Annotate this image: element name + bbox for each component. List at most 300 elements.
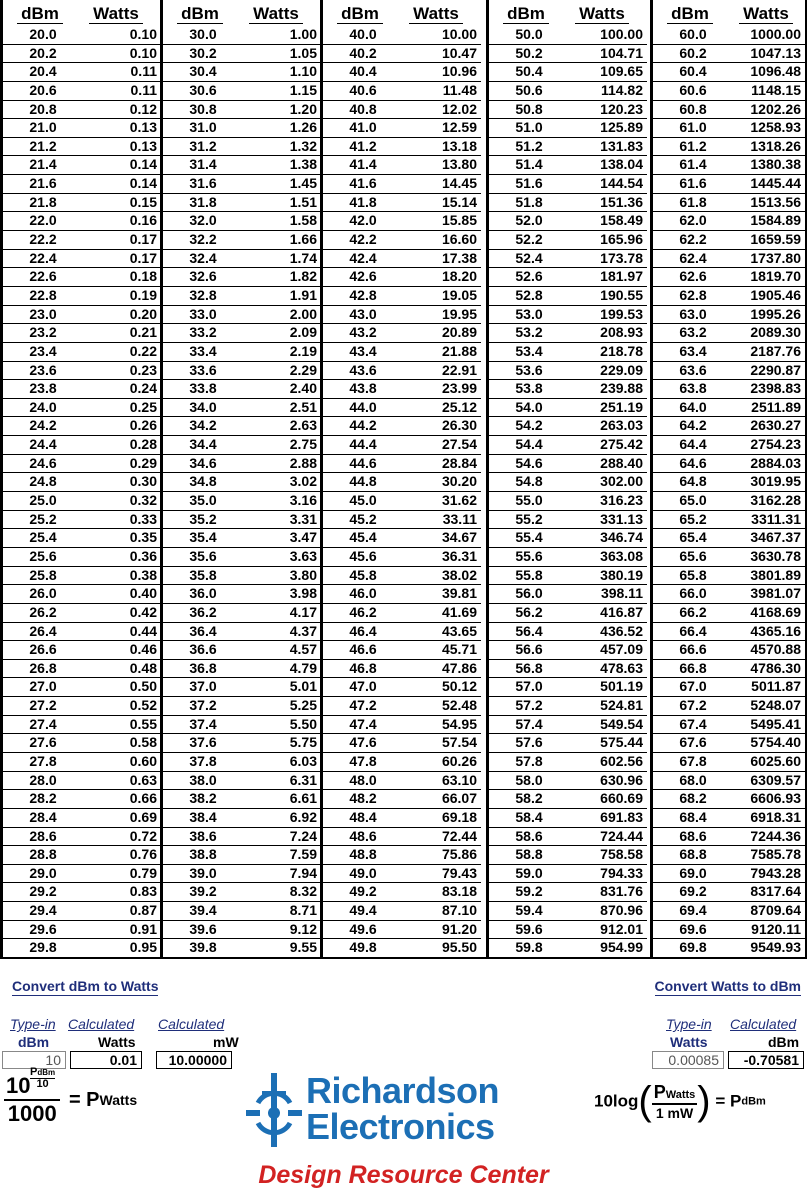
table-row (653, 473, 805, 492)
table-row (163, 921, 321, 940)
dbm-cell: 65.4 (679, 529, 707, 546)
table-row (653, 175, 805, 194)
watts-cell: 114.82 (600, 81, 643, 98)
table-row (163, 250, 321, 269)
dbm-cell: 56.0 (515, 585, 543, 602)
watts-cell: 0.79 (129, 864, 157, 881)
table-row (489, 436, 647, 455)
watts-cell: 0.29 (129, 454, 157, 471)
table-row (3, 734, 161, 753)
header-watts: Watts (409, 4, 463, 24)
watts-cell: 0.22 (129, 342, 157, 359)
watts-cell: 1513.56 (750, 193, 801, 210)
dbm-cell: 60.6 (679, 81, 707, 98)
table-row (489, 455, 647, 474)
dbm-cell: 40.8 (349, 100, 377, 117)
dbm-cell: 67.2 (679, 697, 707, 714)
table-row (653, 343, 805, 362)
watts-cell: 3.47 (289, 529, 317, 546)
table-row (323, 119, 481, 138)
table-row (3, 287, 161, 306)
table-row (323, 175, 481, 194)
watts-cell: 0.17 (129, 231, 157, 248)
dbm-cell: 61.4 (679, 156, 707, 173)
table-row (3, 772, 161, 791)
dbm-cell: 53.8 (515, 380, 543, 397)
watts-cell: 4.37 (289, 622, 317, 639)
table-row (163, 175, 321, 194)
header-dbm: dBm (337, 4, 383, 24)
dbm-cell: 20.2 (29, 44, 57, 61)
table-row (3, 529, 161, 548)
dbm-cell: 56.4 (515, 622, 543, 639)
table-row (323, 604, 481, 623)
watts-cell: 7.59 (289, 846, 317, 863)
table-column (0, 0, 161, 957)
dbm-cell: 43.0 (349, 305, 377, 322)
table-row (3, 828, 161, 847)
table-row (653, 194, 805, 213)
watts-cell: 3.31 (289, 510, 317, 527)
dbm-cell: 67.0 (679, 678, 707, 695)
table-row (163, 212, 321, 231)
table-row (3, 567, 161, 586)
watts-cell: 0.11 (130, 63, 157, 80)
dbm-input[interactable]: 10 (2, 1051, 66, 1069)
dbm-cell: 51.2 (515, 137, 543, 154)
table-row (3, 268, 161, 287)
watts-cell: 5011.87 (751, 678, 801, 695)
dbm-cell: 62.8 (679, 286, 707, 303)
watts-cell: 0.63 (129, 771, 157, 788)
table-row (653, 26, 805, 45)
dbm-cell: 49.6 (349, 920, 377, 937)
watts-cell: 5.25 (289, 697, 317, 714)
dbm-cell: 32.4 (189, 249, 217, 266)
table-row (489, 417, 647, 436)
watts-cell: 0.60 (129, 752, 157, 769)
table-row (653, 697, 805, 716)
table-row (163, 63, 321, 82)
watts-cell: 1.10 (289, 63, 317, 80)
table-row (489, 26, 647, 45)
table-row (323, 567, 481, 586)
typein-label-right: Type-in (666, 1016, 712, 1032)
watts-cell: 181.97 (600, 268, 643, 285)
unit-watts-left: Watts (98, 1034, 136, 1050)
dbm-cell: 39.6 (189, 920, 217, 937)
dbm-cell: 60.4 (679, 63, 707, 80)
table-row (489, 939, 647, 958)
watts-cell: 0.10 (129, 44, 157, 61)
watts-cell: 25.12 (441, 398, 477, 415)
watts-cell: 34.67 (441, 529, 477, 546)
dbm-cell: 28.8 (29, 846, 57, 863)
watts-cell: 8.71 (289, 902, 317, 919)
table-row (3, 306, 161, 325)
dbm-cell: 43.2 (349, 324, 377, 341)
dbm-cell: 65.0 (679, 492, 707, 509)
table-row (163, 939, 321, 958)
watts-cell: 0.19 (129, 286, 157, 303)
dbm-cell: 28.6 (29, 827, 57, 844)
table-row (323, 753, 481, 772)
watts-cell: 758.58 (600, 846, 643, 863)
watts-cell: 26.30 (441, 417, 477, 434)
dbm-cell: 36.6 (189, 641, 217, 658)
watts-cell: 0.91 (129, 920, 157, 937)
dbm-cell: 52.6 (515, 268, 543, 285)
watts-cell: 120.23 (600, 100, 643, 117)
table-row (323, 156, 481, 175)
dbm-cell: 54.0 (515, 398, 543, 415)
table-row (163, 231, 321, 250)
dbm-cell: 54.6 (515, 454, 543, 471)
dbm-cell: 59.2 (515, 883, 543, 900)
dbm-cell: 23.4 (29, 342, 57, 359)
dbm-cell: 35.8 (189, 566, 217, 583)
table-row (3, 865, 161, 884)
table-row (3, 660, 161, 679)
table-row (489, 828, 647, 847)
dbm-cell: 58.6 (515, 827, 543, 844)
dbm-cell: 37.4 (189, 715, 217, 732)
watts-cell: 6.92 (289, 808, 317, 825)
table-row (3, 902, 161, 921)
watts-cell: 0.28 (129, 436, 157, 453)
dbm-cell: 66.6 (679, 641, 707, 658)
table-row (489, 250, 647, 269)
dbm-cell: 38.2 (189, 790, 217, 807)
dbm-cell: 51.8 (515, 193, 543, 210)
dbm-cell: 21.2 (29, 137, 57, 154)
watts-cell: 380.19 (600, 566, 643, 583)
table-row (489, 306, 647, 325)
watts-cell: 501.19 (600, 678, 643, 695)
watts-cell: 36.31 (441, 547, 477, 564)
watts-cell: 0.50 (129, 678, 157, 695)
dbm-cell: 39.2 (189, 883, 217, 900)
table-row (3, 101, 161, 120)
table-row (163, 399, 321, 418)
table-row (163, 194, 321, 213)
dbm-cell: 53.0 (515, 305, 543, 322)
table-row (3, 473, 161, 492)
dbm-cell: 23.0 (29, 305, 57, 322)
watts-cell: 436.52 (600, 622, 643, 639)
watts-cell: 3.80 (289, 566, 317, 583)
dbm-cell: 24.0 (29, 398, 57, 415)
dbm-cell: 26.4 (29, 622, 57, 639)
dbm-cell: 69.4 (679, 902, 707, 919)
table-row (653, 380, 805, 399)
dbm-cell: 34.4 (189, 436, 217, 453)
dbm-cell: 29.0 (29, 864, 57, 881)
table-row (653, 212, 805, 231)
table-row (3, 921, 161, 940)
dbm-cell: 66.0 (679, 585, 707, 602)
watts-cell: 151.36 (600, 193, 643, 210)
table-row (163, 82, 321, 101)
watts-cell: 1.32 (289, 137, 317, 154)
dbm-cell: 31.8 (189, 193, 217, 210)
dbm-cell: 28.0 (29, 771, 57, 788)
table-row (3, 380, 161, 399)
dbm-cell: 47.4 (349, 715, 377, 732)
dbm-cell: 61.8 (679, 193, 707, 210)
dbm-cell: 32.0 (189, 212, 217, 229)
dbm-cell: 60.0 (679, 26, 707, 42)
watts-cell: 7585.78 (750, 846, 801, 863)
watts-cell: 83.18 (441, 883, 477, 900)
table-row (3, 82, 161, 101)
dbm-result: -0.70581 (728, 1051, 804, 1069)
watts-cell: 4.79 (289, 659, 317, 676)
watts-cell: 1.20 (289, 100, 317, 117)
dbm-cell: 64.6 (679, 454, 707, 471)
table-row (3, 26, 161, 45)
dbm-cell: 49.4 (349, 902, 377, 919)
table-row (3, 623, 161, 642)
watts-cell: 75.86 (441, 846, 477, 863)
dbm-cell: 68.4 (679, 808, 707, 825)
watts-input[interactable]: 0.00085 (652, 1051, 724, 1069)
watts-cell: 2754.23 (750, 436, 801, 453)
watts-cell: 18.20 (441, 268, 477, 285)
table-row (323, 436, 481, 455)
table-row (163, 846, 321, 865)
watts-cell: 4786.30 (750, 659, 801, 676)
dbm-cell: 47.0 (349, 678, 377, 695)
table-row (489, 921, 647, 940)
dbm-cell: 29.4 (29, 902, 57, 919)
watts-cell: 0.30 (129, 473, 157, 490)
watts-cell: 72.44 (441, 827, 477, 844)
watts-cell: 524.81 (600, 697, 643, 714)
dbm-cell: 55.0 (515, 492, 543, 509)
dbm-cell: 39.4 (189, 902, 217, 919)
convert-dbm-to-watts-link[interactable]: Convert dBm to Watts (12, 978, 159, 994)
table-row (3, 63, 161, 82)
table-row (3, 231, 161, 250)
dbm-cell: 67.6 (679, 734, 707, 751)
watts-cell: 0.21 (129, 324, 157, 341)
dbm-cell: 69.6 (679, 920, 707, 937)
watts-cell: 0.15 (129, 193, 157, 210)
table-row (163, 697, 321, 716)
watts-cell: 1.15 (289, 81, 317, 98)
dbm-cell: 22.4 (29, 249, 57, 266)
table-column (320, 0, 481, 957)
watts-cell: 1.00 (289, 26, 317, 42)
table-row (163, 324, 321, 343)
watts-cell: 1819.70 (750, 268, 801, 285)
watts-cell: 2.00 (289, 305, 317, 322)
watts-cell: 22.91 (441, 361, 477, 378)
unit-watts-right: Watts (670, 1034, 708, 1050)
dbm-cell: 69.8 (679, 939, 707, 956)
dbm-cell: 36.8 (189, 659, 217, 676)
watts-cell: 416.87 (600, 603, 643, 620)
dbm-cell: 20.4 (29, 63, 57, 80)
watts-cell: 2630.27 (750, 417, 801, 434)
dbm-cell: 35.6 (189, 547, 217, 564)
watts-cell: 91.20 (441, 920, 477, 937)
table-row (3, 138, 161, 157)
table-row (323, 212, 481, 231)
dbm-cell: 38.6 (189, 827, 217, 844)
watts-cell: 12.02 (441, 100, 477, 117)
table-row (489, 716, 647, 735)
table-row (3, 511, 161, 530)
table-row (653, 511, 805, 530)
table-row (163, 101, 321, 120)
watts-cell: 10.00 (441, 26, 477, 42)
watts-cell: 12.59 (441, 119, 477, 136)
table-row (653, 772, 805, 791)
converter-panel (0, 959, 807, 1202)
dbm-cell: 59.0 (515, 864, 543, 881)
dbm-cell: 62.6 (679, 268, 707, 285)
dbm-cell: 44.6 (349, 454, 377, 471)
dbm-cell: 32.6 (189, 268, 217, 285)
table-row (163, 716, 321, 735)
table-row (3, 585, 161, 604)
dbm-cell: 34.0 (189, 398, 217, 415)
dbm-cell: 41.0 (349, 119, 377, 136)
dbm-cell: 45.6 (349, 547, 377, 564)
dbm-cell: 46.0 (349, 585, 377, 602)
watts-cell: 1.58 (289, 212, 317, 229)
table-row (489, 548, 647, 567)
unit-mw: mW (213, 1034, 239, 1050)
dbm-cell: 33.2 (189, 324, 217, 341)
dbm-cell: 26.0 (29, 585, 57, 602)
table-row (3, 697, 161, 716)
watts-cell: 1.66 (289, 231, 317, 248)
dbm-cell: 41.6 (349, 175, 377, 192)
dbm-cell: 68.8 (679, 846, 707, 863)
watts-cell: 19.95 (441, 305, 477, 322)
table-row (489, 846, 647, 865)
dbm-cell: 62.4 (679, 249, 707, 266)
dbm-cell: 40.2 (349, 44, 377, 61)
watts-cell: 3.02 (289, 473, 317, 490)
watts-cell: 0.12 (129, 100, 157, 117)
watts-cell: 95.50 (441, 939, 477, 956)
watts-cell: 0.44 (129, 622, 157, 639)
dbm-cell: 40.0 (349, 26, 377, 42)
table-row (489, 865, 647, 884)
dbm-cell: 37.2 (189, 697, 217, 714)
table-row (489, 660, 647, 679)
dbm-cell: 53.4 (515, 342, 543, 359)
dbm-cell: 26.6 (29, 641, 57, 658)
table-row (323, 45, 481, 64)
dbm-cell: 46.6 (349, 641, 377, 658)
table-row (323, 63, 481, 82)
table-row (323, 399, 481, 418)
table-row (163, 883, 321, 902)
dbm-cell: 63.8 (679, 380, 707, 397)
dbm-cell: 59.8 (515, 939, 543, 956)
watts-cell: 0.18 (129, 268, 157, 285)
watts-cell: 87.10 (441, 902, 477, 919)
convert-watts-to-dbm-link[interactable]: Convert Watts to dBm (654, 978, 801, 994)
dbm-cell: 27.8 (29, 752, 57, 769)
dbm-cell: 21.8 (29, 193, 57, 210)
watts-cell: 2.09 (289, 324, 317, 341)
watts-cell: 0.66 (129, 790, 157, 807)
table-row (489, 529, 647, 548)
watts-cell: 6309.57 (750, 771, 801, 788)
watts-cell: 239.88 (600, 380, 643, 397)
watts-cell: 15.14 (441, 193, 477, 210)
dbm-cell: 33.8 (189, 380, 217, 397)
dbm-cell: 57.4 (515, 715, 543, 732)
table-row (3, 212, 161, 231)
watts-cell: 263.03 (600, 417, 643, 434)
table-row (489, 380, 647, 399)
watts-cell: 1.74 (289, 249, 317, 266)
watts-cell: 9120.11 (751, 920, 801, 937)
dbm-cell: 29.6 (29, 920, 57, 937)
table-row (653, 287, 805, 306)
dbm-cell: 45.0 (349, 492, 377, 509)
dbm-cell: 64.0 (679, 398, 707, 415)
logo-line1: Richardson (306, 1070, 500, 1111)
watts-cell: 1.38 (289, 156, 317, 173)
table-row (3, 399, 161, 418)
watts-cell: 575.44 (600, 734, 643, 751)
table-row (323, 101, 481, 120)
dbm-cell: 28.4 (29, 808, 57, 825)
watts-cell: 13.80 (441, 156, 477, 173)
table-row (653, 921, 805, 940)
watts-cell: 3467.37 (750, 529, 801, 546)
watts-cell: 0.35 (129, 529, 157, 546)
watts-cell: 43.65 (441, 622, 477, 639)
dbm-cell: 34.2 (189, 417, 217, 434)
table-row (163, 660, 321, 679)
dbm-cell: 32.8 (189, 286, 217, 303)
dbm-cell: 30.0 (189, 26, 217, 42)
watts-cell: 346.74 (600, 529, 643, 546)
watts-cell: 1380.38 (750, 156, 801, 173)
watts-cell: 6606.93 (750, 790, 801, 807)
table-row (653, 623, 805, 642)
dbm-cell: 55.8 (515, 566, 543, 583)
table-row (323, 548, 481, 567)
table-row (653, 101, 805, 120)
watts-cell: 8.32 (289, 883, 317, 900)
watts-cell: 2884.03 (750, 454, 801, 471)
dbm-cell: 63.4 (679, 342, 707, 359)
watts-cell: 1.26 (289, 119, 317, 136)
watts-cell: 4168.69 (750, 603, 801, 620)
unit-dbm-right: dBm (768, 1034, 800, 1050)
dbm-cell: 45.4 (349, 529, 377, 546)
table-row (653, 138, 805, 157)
table-row (323, 716, 481, 735)
watts-cell: 7.94 (289, 864, 317, 881)
table-row (3, 362, 161, 381)
watts-cell: 7.24 (289, 827, 317, 844)
table-row (653, 455, 805, 474)
dbm-cell: 47.6 (349, 734, 377, 751)
table-row (653, 790, 805, 809)
table-row (323, 231, 481, 250)
